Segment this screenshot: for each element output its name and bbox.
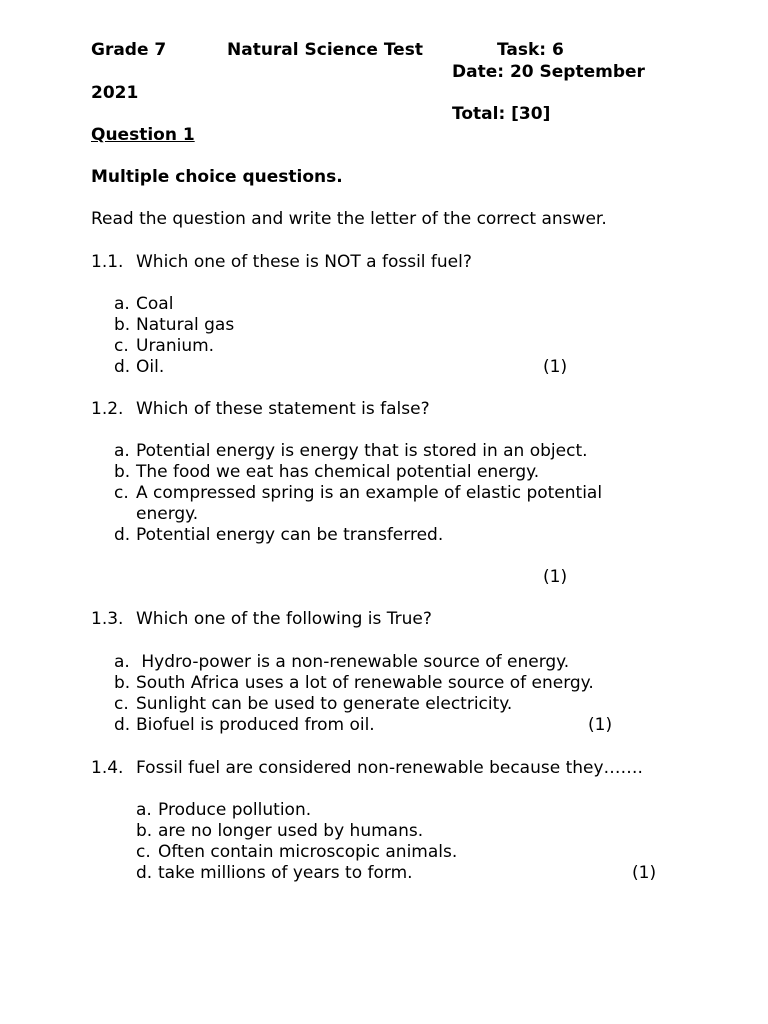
- option-letter: b.: [136, 821, 153, 841]
- date-label: Date: 20 September: [452, 62, 645, 82]
- question-marks: (1): [543, 357, 568, 377]
- question-text: Which one of the following is True?: [136, 609, 432, 629]
- option-text: Produce pollution.: [158, 800, 312, 820]
- option-text: Often contain microscopic animals.: [158, 842, 458, 862]
- question-number: 1.4.: [91, 758, 124, 778]
- option-letter: b.: [114, 315, 131, 335]
- option-text: A compressed spring is an example of elastic potential: [136, 483, 603, 503]
- option-text: The food we eat has chemical potential energy.: [136, 462, 540, 482]
- option-letter: c.: [114, 483, 129, 503]
- option-text: are no longer used by humans.: [158, 821, 424, 841]
- option-letter: a.: [136, 800, 152, 820]
- option-text: Potential energy can be transferred.: [136, 525, 444, 545]
- instruction-text: Read the question and write the letter of the correct answer.: [91, 209, 607, 229]
- question-number: 1.3.: [91, 609, 124, 629]
- year-label: 2021: [91, 83, 139, 103]
- option-text-continued: energy.: [136, 504, 199, 524]
- option-text: Coal: [136, 294, 174, 314]
- option-letter: b.: [114, 462, 131, 482]
- option-text: Sunlight can be used to generate electricity.: [136, 694, 513, 714]
- option-text: take millions of years to form.: [158, 863, 413, 883]
- option-letter: a.: [114, 441, 130, 461]
- option-letter: a.: [114, 294, 130, 314]
- option-letter: d.: [114, 525, 131, 545]
- question-marks: (1): [632, 863, 657, 883]
- section-subtitle: Multiple choice questions.: [91, 167, 343, 187]
- option-text: Biofuel is produced from oil.: [136, 715, 375, 735]
- grade-label: Grade 7: [91, 40, 167, 60]
- option-text: Uranium.: [136, 336, 215, 356]
- question-text: Fossil fuel are considered non-renewable because they…….: [136, 758, 643, 778]
- option-letter: c.: [114, 336, 129, 356]
- total-label: Total: [30]: [452, 104, 551, 124]
- option-text: South Africa uses a lot of renewable source of energy.: [136, 673, 594, 693]
- question-number: 1.2.: [91, 399, 124, 419]
- option-letter: d.: [114, 357, 131, 377]
- question-text: Which of these statement is false?: [136, 399, 430, 419]
- option-letter: c.: [136, 842, 151, 862]
- question-text: Which one of these is NOT a fossil fuel?: [136, 252, 472, 272]
- subject-title: Natural Science Test: [227, 40, 423, 60]
- option-letter: a.: [114, 652, 130, 672]
- question-marks: (1): [543, 567, 568, 587]
- option-letter: d.: [114, 715, 131, 735]
- question-heading: Question 1: [91, 125, 195, 145]
- option-letter: d.: [136, 863, 153, 883]
- option-text: Oil.: [136, 357, 165, 377]
- task-label: Task: 6: [497, 40, 564, 60]
- option-letter: c.: [114, 694, 129, 714]
- question-number: 1.1.: [91, 252, 124, 272]
- option-text: Hydro-power is a non-renewable source of energy.: [136, 652, 570, 672]
- option-letter: b.: [114, 673, 131, 693]
- option-text: Natural gas: [136, 315, 235, 335]
- question-marks: (1): [588, 715, 613, 735]
- option-text: Potential energy is energy that is stored in an object.: [136, 441, 588, 461]
